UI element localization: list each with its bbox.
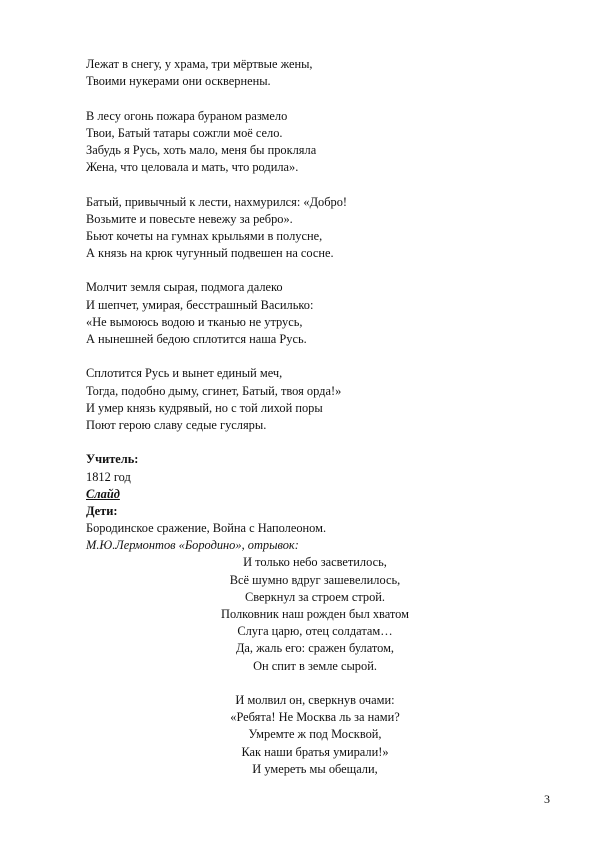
poem-line: Сплотится Русь и вынет единый меч, <box>86 366 283 381</box>
children-label: Дети: <box>86 503 118 518</box>
poem-line: «Ребята! Не Москва ль за нами? <box>230 710 400 725</box>
poem-line: И шепчет, умирая, бесстрашный Василько: <box>86 297 314 312</box>
poem-line: А нынешней бедою сплотится наша Русь. <box>86 332 307 346</box>
poem-line: Твоими нукерами они осквернены. <box>86 74 271 89</box>
poem-line: Да, жаль его: сражен булатом, <box>235 641 395 656</box>
poem-line: И молвил он, сверкнув очами: <box>235 692 395 707</box>
poem-stanza-4 <box>86 279 526 348</box>
poem-line: И умереть мы обещали, <box>252 761 378 776</box>
poem-line: «Не вымоюсь водою и тканью не утрусь, <box>86 314 303 329</box>
battle-text: Бородинское сражение, Война с Наполеоном. <box>86 521 327 536</box>
poem-line: Лежат в снегу, у храма, три мёртвые жены, <box>86 57 313 71</box>
poem-line: Полковник наш рожден был хватом <box>221 607 409 621</box>
poem-line: Сверкнул за строем строй. <box>244 589 386 604</box>
borodino-stanza-1 <box>86 554 526 674</box>
poem-stanza-5 <box>86 365 526 434</box>
poem-line: Слуга царю, отец солдатам… <box>237 624 393 639</box>
poem-line: Батый, привычный к лести, нахмурился: «Добро! <box>86 194 348 209</box>
poem-line: И только небо засветилось, <box>243 555 387 570</box>
poem-line: В лесу огонь пожара бураном размело <box>86 108 288 123</box>
poem-line: Твои, Батый татары сожгли моё село. <box>86 125 283 140</box>
poem-line: Бьют кочеты на гумнах крыльями в полусне, <box>86 228 323 243</box>
poem-stanza-1 <box>86 56 526 90</box>
poem-stanza-3 <box>86 194 526 263</box>
slide-label: Слайд <box>86 486 120 501</box>
poem-stanza-2 <box>86 108 526 177</box>
poem-line: А князь на крюк чугунный подвешен на сосне. <box>86 246 334 261</box>
poem-line: Тогда, подобно дыму, сгинет, Батый, твоя орда!» <box>86 383 342 398</box>
poem-line: Молчит земля сырая, подмога далеко <box>86 280 283 295</box>
page-number: 3 <box>544 792 550 806</box>
year-text: 1812 год <box>86 469 131 484</box>
page-content <box>86 56 526 778</box>
excerpt-title: М.Ю.Лермонтов «Бородино», отрывок: <box>86 538 299 553</box>
poem-line: Как наши братья умирали!» <box>241 744 389 759</box>
poem-line: И умер князь кудрявый, но с той лихой поры <box>86 400 323 415</box>
poem-line: Умремте ж под Москвой, <box>248 727 382 742</box>
poem-line: Поют герою славу седые гусляры. <box>86 417 267 432</box>
poem-line: Всё шумно вдруг зашевелилось, <box>229 572 401 587</box>
teacher-label: Учитель: <box>86 452 139 467</box>
poem-line: Возьмите и повесьте невежу за ребро». <box>86 211 293 226</box>
poem-line: Он спит в земле сырой. <box>253 658 377 673</box>
borodino-stanza-2 <box>86 692 526 778</box>
poem-line: Забудь я Русь, хоть мало, меня бы прокляла <box>86 142 317 157</box>
poem-line: Жена, что целовала и мать, что родила». <box>86 160 299 175</box>
